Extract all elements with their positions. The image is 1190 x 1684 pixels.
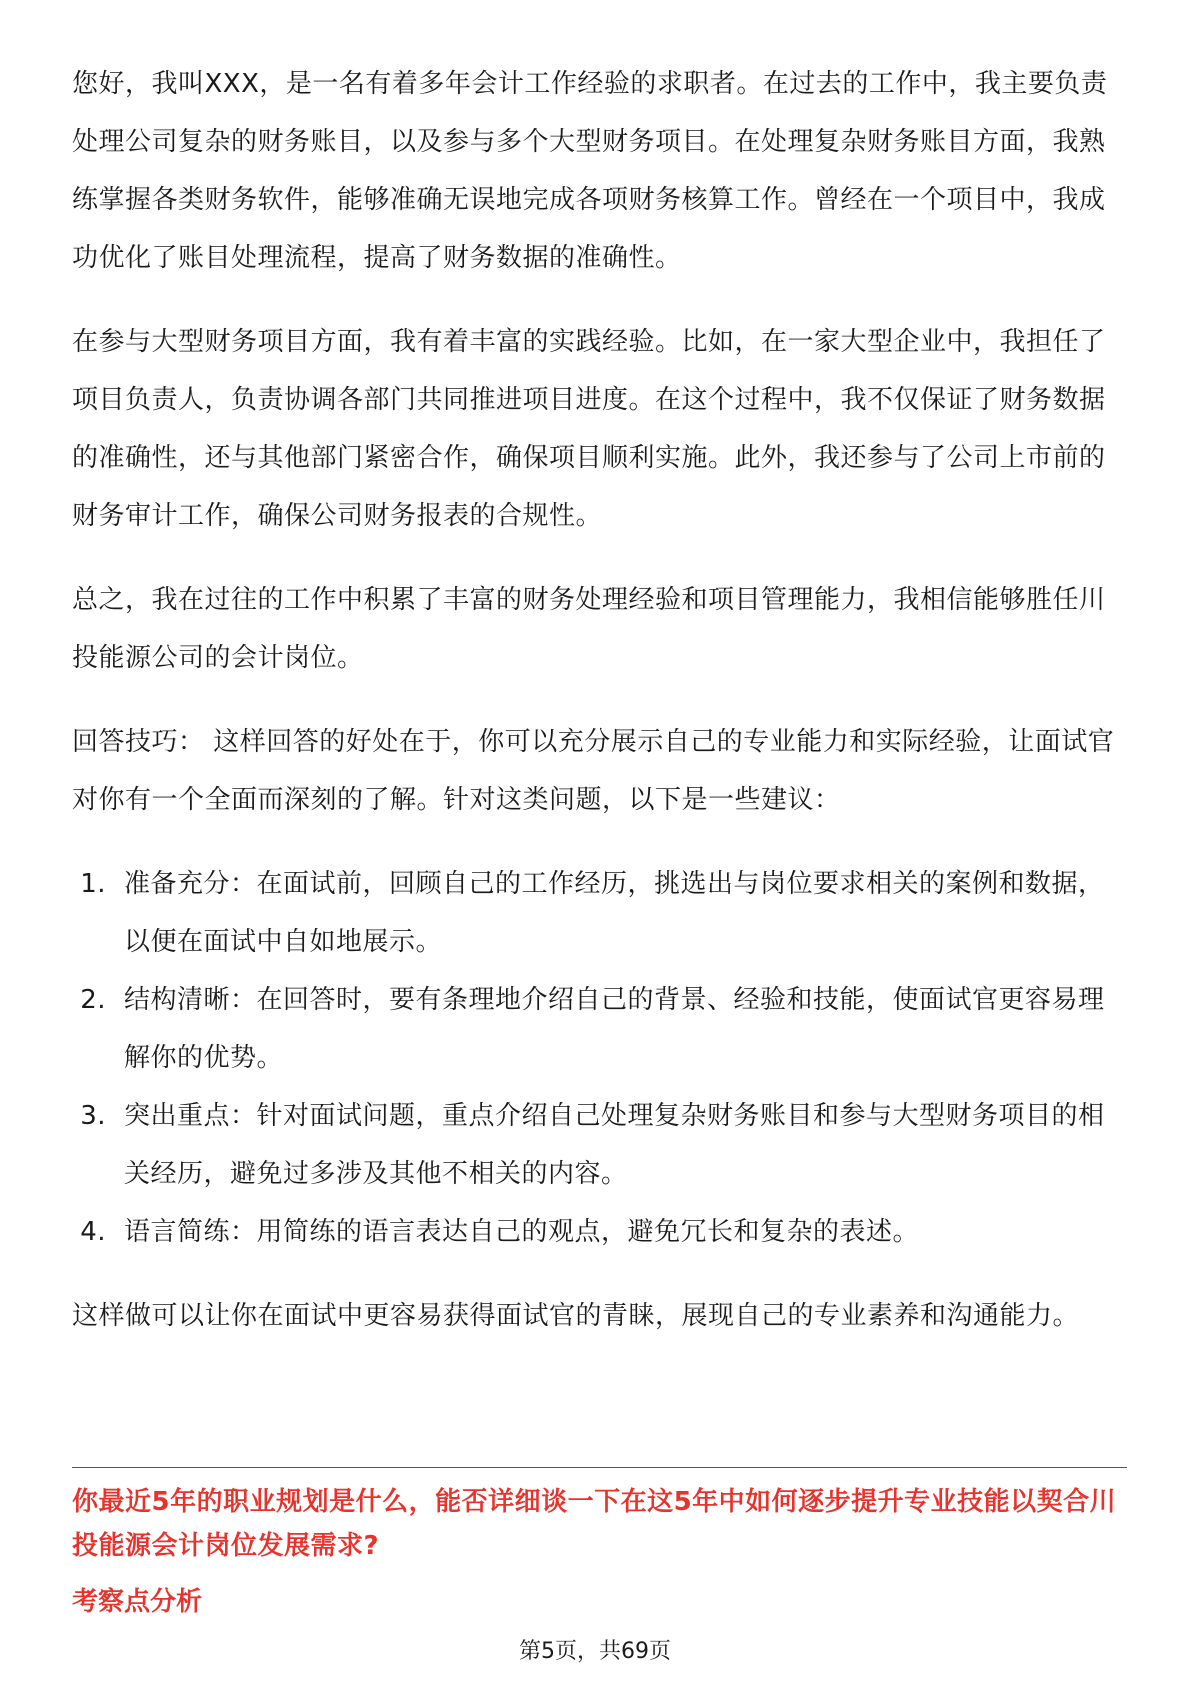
list-item-number: 4. — [80, 1217, 106, 1247]
list-item — [72, 971, 1127, 1087]
list-item-text: 结构清晰：在回答时，要有条理地介绍自己的背景、经验和技能，使面试官更容易理解你的优势。 — [124, 985, 1105, 1073]
page-number: 第5页，共69页 — [519, 1639, 671, 1664]
list-item-number: 2. — [80, 985, 106, 1015]
answer-paragraph-1: 您好，我叫XXX，是一名有着多年会计工作经验的求职者。在过去的工作中，我主要负责处理公司复杂的财务账目，以及参与多个大型财务项目。在处理复杂财务账目方面，我熟练掌握各类财务软件，能够准确无误地完成各项财务核算工作。曾经在一个项目中，我成功优化了账目处理流程，提高了财务数据的准确性。 — [72, 69, 1108, 273]
analysis-heading: 考察点分析 — [72, 1587, 203, 1617]
list-item-text: 语言简练：用简练的语言表达自己的观点，避免冗长和复杂的表述。 — [124, 1217, 920, 1247]
list-item-text: 准备充分：在面试前，回顾自己的工作经历，挑选出与岗位要求相关的案例和数据，以便在面试中自如地展示。 — [124, 869, 1105, 957]
section-divider — [72, 1467, 1127, 1468]
answer-paragraph-3: 总之，我在过往的工作中积累了丰富的财务处理经验和项目管理能力，我相信能够胜任川投能源公司的会计岗位。 — [72, 585, 1106, 673]
list-item — [72, 855, 1127, 971]
list-item — [72, 1087, 1127, 1203]
list-item-number: 3. — [80, 1101, 106, 1131]
answer-paragraph-2: 在参与大型财务项目方面，我有着丰富的实践经验。比如，在一家大型企业中，我担任了项目负责人，负责协调各部门共同推进项目进度。在这个过程中，我不仅保证了财务数据的准确性，还与其他部门紧密合作，确保项目顺利实施。此外，我还参与了公司上市前的财务审计工作，确保公司财务报表的合规性。 — [72, 327, 1106, 531]
list-item-text: 突出重点：针对面试问题，重点介绍自己处理复杂财务账目和参与大型财务项目的相关经历，避免过多涉及其他不相关的内容。 — [124, 1101, 1105, 1189]
list-item — [72, 1203, 1127, 1261]
answer-tips-intro: 回答技巧： 这样回答的好处在于，你可以充分展示自己的专业能力和实际经验，让面试官对你有一个全面而深刻的了解。针对这类问题，以下是一些建议： — [72, 727, 1115, 815]
document-body — [72, 55, 1127, 1371]
next-question-title: 你最近5年的职业规划是什么，能否详细谈一下在这5年中如何逐步提升专业技能以契合川投能源会计岗位发展需求? — [72, 1487, 1117, 1561]
closing-paragraph: 这样做可以让你在面试中更容易获得面试官的青睐，展现自己的专业素养和沟通能力。 — [72, 1301, 1080, 1331]
tips-list — [72, 855, 1127, 1261]
list-item-number: 1. — [80, 869, 106, 899]
